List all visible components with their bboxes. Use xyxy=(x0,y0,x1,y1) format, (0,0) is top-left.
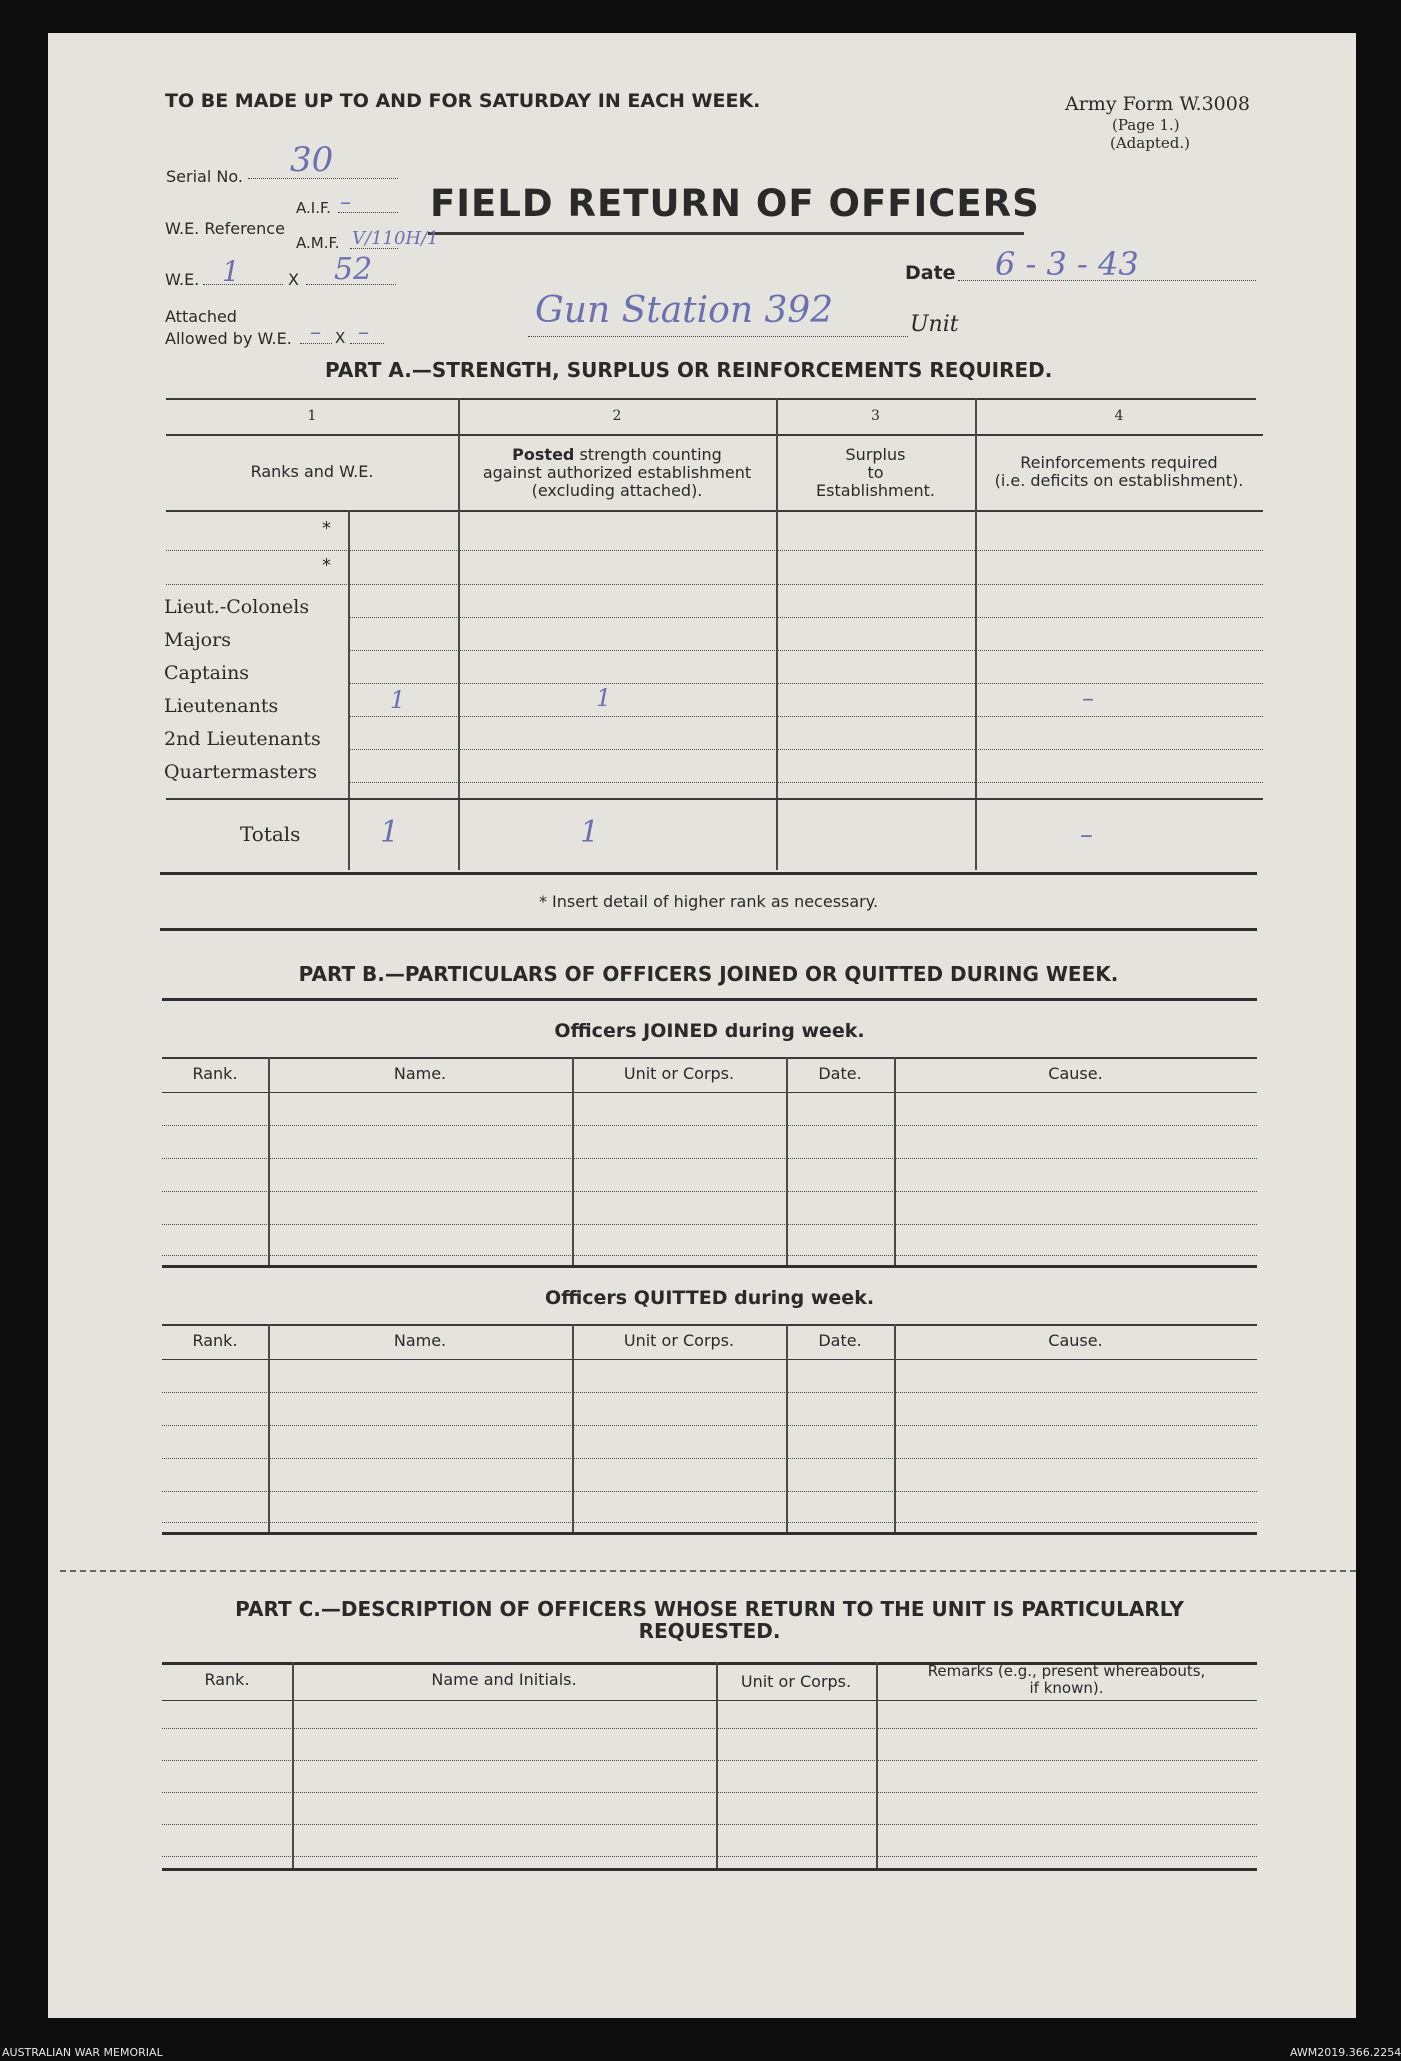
quitted-row-line xyxy=(162,1458,1257,1459)
footnote: * Insert detail of higher rank as necessary. xyxy=(538,892,879,911)
perforation-line xyxy=(60,1570,1356,1572)
joined-row-line xyxy=(162,1125,1257,1126)
form-number: Army Form W.3008 xyxy=(1065,93,1250,115)
instruction-text: TO BE MADE UP TO AND FOR SATURDAY IN EACH WEEK. xyxy=(165,90,761,112)
joined-col-unit: Unit or Corps. xyxy=(623,1064,735,1083)
unit-value: Gun Station 392 xyxy=(535,290,834,331)
col-ranks-header: Ranks and W.E. xyxy=(250,462,374,481)
joined-row-line xyxy=(162,1224,1257,1225)
part-c-title-line1: PART C.—DESCRIPTION OF OFFICERS WHOSE RETURN TO THE UNIT IS PARTICULARLY xyxy=(235,1597,1184,1621)
joined-vline xyxy=(786,1057,788,1265)
part-c-bottom-rule xyxy=(162,1868,1257,1871)
joined-col-date: Date. xyxy=(818,1064,862,1083)
joined-vline xyxy=(268,1057,270,1265)
joined-vline xyxy=(894,1057,896,1265)
quitted-bottom-rule xyxy=(162,1532,1257,1535)
joined-row-line xyxy=(162,1255,1257,1256)
rank-quartermasters: Quartermasters xyxy=(164,761,317,783)
totals-label: Totals xyxy=(240,822,301,846)
joined-pre: Officers xyxy=(554,1020,644,1042)
col-reinforcements-header xyxy=(975,454,1263,490)
col-number-1: 1 xyxy=(307,408,317,424)
part-b-title: PART B.—PARTICULARS OF OFFICERS JOINED OR QUITTED DURING WEEK. xyxy=(298,962,1119,986)
col-surplus-header xyxy=(776,446,975,500)
joined-word: JOINED xyxy=(643,1020,719,1042)
joined-post: during week. xyxy=(718,1020,865,1042)
joined-row-line xyxy=(162,1191,1257,1192)
quitted-post: during week. xyxy=(727,1287,875,1309)
part-c-vline xyxy=(876,1662,878,1868)
quitted-row-line xyxy=(162,1392,1257,1393)
adapted-note: (Adapted.) xyxy=(1110,134,1190,152)
part-c-row-line xyxy=(162,1760,1257,1761)
date-value: 6 - 3 - 43 xyxy=(995,245,1139,283)
part-a-row-line xyxy=(348,683,1263,684)
quitted-vline xyxy=(572,1324,574,1532)
totals-top-rule xyxy=(166,798,1263,800)
part-a-row-line xyxy=(348,716,1263,717)
surplus-line3: Establishment. xyxy=(816,481,935,500)
quitted-col-rank: Rank. xyxy=(192,1331,238,1350)
star-row-1: * xyxy=(322,518,331,539)
we-value-2: 52 xyxy=(334,252,373,287)
part-c-title xyxy=(162,1598,1257,1642)
rank-lieut-colonels: Lieut.-Colonels xyxy=(164,596,310,618)
aif-value: – xyxy=(340,190,351,215)
amf-label: A.M.F. xyxy=(296,234,340,252)
part-a-bottom-rule xyxy=(160,872,1257,875)
quitted-col-cause: Cause. xyxy=(1048,1331,1103,1350)
quitted-word: QUITTED xyxy=(633,1287,728,1309)
totals-we-value: 1 xyxy=(380,815,400,850)
star-row-2: * xyxy=(322,555,331,576)
joined-heading xyxy=(162,1020,1257,1042)
lieutenants-we-value: 1 xyxy=(390,686,406,714)
rank-lieutenants: Lieutenants xyxy=(164,695,279,717)
col-number-2: 2 xyxy=(612,408,622,424)
attached-value-1: – xyxy=(310,320,321,345)
attached-x-label: X xyxy=(335,329,346,347)
part-a-row-line xyxy=(348,617,1263,618)
joined-header-rule xyxy=(162,1092,1257,1093)
totals-reinf-value: – xyxy=(1080,820,1093,850)
part-b-rule xyxy=(162,998,1257,1001)
part-c-col-rank: Rank. xyxy=(204,1670,250,1689)
col-number-rule xyxy=(166,434,1263,436)
allowed-by-we-label: Allowed by W.E. xyxy=(165,329,292,348)
part-a-top-rule xyxy=(166,398,1256,400)
we-reference-label: W.E. Reference xyxy=(165,219,285,238)
part-a-row-line xyxy=(348,650,1263,651)
part-c-header-rule xyxy=(162,1700,1257,1701)
part-a-row-line xyxy=(166,550,1263,551)
footnote-rule xyxy=(160,928,1257,931)
surplus-line2: to xyxy=(867,463,884,482)
posted-line2: against authorized establishment xyxy=(482,463,752,482)
col-posted-header xyxy=(458,446,776,500)
col-number-3: 3 xyxy=(871,408,880,424)
rank-2nd-lieutenants: 2nd Lieutenants xyxy=(164,728,321,750)
attached-label: Attached xyxy=(165,307,237,326)
part-c-col-name: Name and Initials. xyxy=(431,1670,577,1689)
part-c-vline xyxy=(716,1662,718,1868)
title-underline xyxy=(428,232,1024,235)
page-title: FIELD RETURN OF OFFICERS xyxy=(430,182,1040,225)
joined-top-rule xyxy=(162,1057,1257,1059)
lieutenants-posted-value: 1 xyxy=(596,684,612,712)
quitted-vline xyxy=(268,1324,270,1532)
joined-vline xyxy=(572,1057,574,1265)
totals-posted-value: 1 xyxy=(580,815,600,850)
part-a-header-rule xyxy=(166,510,1263,512)
attached-value-2: – xyxy=(358,320,369,345)
we-x-label: X xyxy=(288,270,299,289)
archive-reference: AWM2019.366.2254 xyxy=(1290,2046,1401,2059)
quitted-col-date: Date. xyxy=(818,1331,862,1350)
quitted-vline xyxy=(894,1324,896,1532)
page-number: (Page 1.) xyxy=(1112,116,1180,134)
part-c-col-remarks xyxy=(876,1663,1257,1697)
posted-line3: (excluding attached). xyxy=(531,481,703,500)
surplus-line1: Surplus xyxy=(845,445,906,464)
part-a-title: PART A.—STRENGTH, SURPLUS OR REINFORCEMENTS REQUIRED. xyxy=(325,358,1053,382)
date-label: Date xyxy=(905,262,956,284)
part-a-row-line xyxy=(348,782,1263,783)
quitted-heading xyxy=(162,1287,1257,1309)
col-number-4: 4 xyxy=(1114,408,1124,424)
part-c-row-line xyxy=(162,1728,1257,1729)
lieutenants-reinf-value: – xyxy=(1082,684,1094,712)
part-c-col-unit: Unit or Corps. xyxy=(740,1672,852,1691)
rank-majors: Majors xyxy=(164,629,231,651)
quitted-col-unit: Unit or Corps. xyxy=(623,1331,735,1350)
serial-label: Serial No. xyxy=(166,167,243,186)
reinf-line1: Reinforcements required xyxy=(1020,453,1218,472)
quitted-pre: Officers xyxy=(544,1287,634,1309)
rank-captains: Captains xyxy=(164,662,250,684)
joined-bottom-rule xyxy=(162,1265,1257,1268)
quitted-row-line xyxy=(162,1425,1257,1426)
we-value-1: 1 xyxy=(222,255,240,288)
joined-col-rank: Rank. xyxy=(192,1064,238,1083)
part-c-row-line xyxy=(162,1792,1257,1793)
posted-bold: Posted xyxy=(512,445,575,464)
quitted-top-rule xyxy=(162,1324,1257,1326)
we-label: W.E. xyxy=(165,270,200,289)
remarks-line2: if known). xyxy=(1029,1679,1104,1697)
part-a-row-line xyxy=(348,749,1263,750)
serial-value: 30 xyxy=(290,140,334,180)
joined-col-name: Name. xyxy=(393,1064,447,1083)
part-c-row-line xyxy=(162,1856,1257,1857)
remarks-line1: Remarks (e.g., present whereabouts, xyxy=(927,1662,1206,1680)
quitted-vline xyxy=(786,1324,788,1532)
aif-label: A.I.F. xyxy=(296,199,331,217)
quitted-col-name: Name. xyxy=(393,1331,447,1350)
amf-value: V/110H/1 xyxy=(352,228,439,249)
part-c-vline xyxy=(292,1662,294,1868)
quitted-row-line xyxy=(162,1491,1257,1492)
quitted-row-line xyxy=(162,1522,1257,1523)
quitted-header-rule xyxy=(162,1359,1257,1360)
posted-rest: strength counting xyxy=(574,445,722,464)
part-a-we-vline xyxy=(348,510,350,870)
joined-col-cause: Cause. xyxy=(1048,1064,1103,1083)
part-a-row-line xyxy=(166,584,1263,585)
unit-label: Unit xyxy=(910,312,959,337)
part-c-row-line xyxy=(162,1824,1257,1825)
we-field-1[interactable] xyxy=(203,284,283,285)
joined-row-line xyxy=(162,1158,1257,1159)
part-c-title-line2: REQUESTED. xyxy=(638,1619,781,1643)
archive-credit: AUSTRALIAN WAR MEMORIAL xyxy=(2,2046,163,2059)
unit-field[interactable] xyxy=(528,336,908,337)
reinf-line2: (i.e. deficits on establishment). xyxy=(994,471,1244,490)
